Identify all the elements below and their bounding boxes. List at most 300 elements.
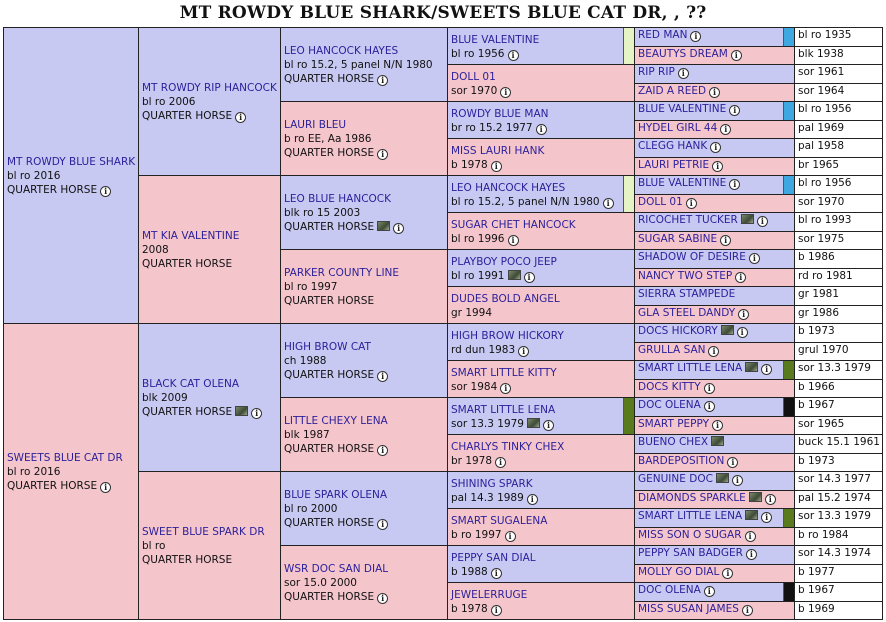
horse-cell-gen2 bbox=[138, 175, 281, 324]
horse-color-year: pal 15.2 1974 bbox=[794, 490, 883, 509]
horse-name-link[interactable]: LEO HANCOCK HAYES bbox=[451, 182, 566, 194]
horse-name-link[interactable]: NANCY TWO STEP bbox=[638, 270, 733, 282]
horse-name-link[interactable]: PEPPY SAN BADGER bbox=[638, 547, 743, 559]
horse-cell-gen3 bbox=[280, 397, 448, 472]
horse-breed-text: QUARTER HORSE bbox=[142, 110, 233, 122]
horse-color-year: b ro 1997 bbox=[451, 529, 502, 541]
horse-name-link[interactable]: SHINING SPARK bbox=[451, 478, 533, 490]
horse-breed-text: QUARTER HORSE bbox=[7, 184, 98, 196]
horse-breed bbox=[7, 479, 135, 493]
horse-breed-text: QUARTER HORSE bbox=[284, 517, 375, 529]
horse-cell-gen3 bbox=[280, 323, 448, 398]
horse-cell-gen4 bbox=[447, 138, 635, 176]
horse-cell-gen5 bbox=[634, 64, 795, 84]
horse-name-link[interactable]: BARDEPOSITION bbox=[638, 455, 725, 467]
horse-color-year: b 1978 bbox=[451, 159, 488, 171]
horse-name-link[interactable]: MOLLY GO DIAL bbox=[638, 566, 720, 578]
info-icon[interactable]: i bbox=[235, 112, 246, 123]
horse-photo-icon[interactable] bbox=[721, 325, 734, 335]
horse-name-link[interactable]: SUGAR CHET HANCOCK bbox=[451, 219, 576, 231]
horse-name-link[interactable]: RICOCHET TUCKER bbox=[638, 214, 738, 226]
horse-name-link[interactable]: WSR DOC SAN DIAL bbox=[284, 563, 389, 575]
horse-cell-gen3 bbox=[280, 101, 448, 176]
marker-bar bbox=[623, 28, 634, 64]
horse-color-year: sor 1975 bbox=[794, 231, 883, 250]
horse-name-link[interactable]: SMART PEPPY bbox=[638, 418, 710, 430]
horse-color-year: b 1969 bbox=[794, 601, 883, 620]
horse-breed bbox=[284, 368, 444, 382]
info-icon[interactable]: i bbox=[761, 364, 772, 375]
info-icon[interactable]: i bbox=[518, 346, 529, 357]
horse-details bbox=[451, 121, 631, 135]
horse-name-link[interactable]: GLA STEEL DANDY bbox=[638, 307, 736, 319]
horse-color-year: blk 1987 bbox=[284, 429, 330, 441]
info-icon[interactable]: i bbox=[746, 549, 757, 560]
horse-color-year: sor 14.3 1977 bbox=[794, 471, 883, 491]
horse-photo-icon[interactable] bbox=[527, 418, 540, 428]
horse-breed bbox=[284, 294, 444, 308]
horse-details bbox=[451, 84, 631, 98]
horse-breed-text: QUARTER HORSE bbox=[284, 295, 375, 307]
horse-details bbox=[451, 565, 631, 579]
horse-name-link[interactable]: SWEETS BLUE CAT DR bbox=[7, 452, 123, 464]
marker-bar bbox=[783, 583, 794, 601]
horse-color-year: bl ro 1935 bbox=[794, 27, 883, 47]
horse-color-year: gr 1994 bbox=[451, 307, 493, 319]
horse-color-year: b 1967 bbox=[794, 397, 883, 417]
info-icon[interactable]: i bbox=[505, 531, 516, 542]
horse-breed-text: QUARTER HORSE bbox=[284, 147, 375, 159]
info-icon[interactable]: i bbox=[704, 383, 715, 394]
horse-cell-gen5 bbox=[634, 527, 795, 546]
info-icon[interactable]: i bbox=[377, 445, 388, 456]
page-title: MT ROWDY BLUE SHARK/SWEETS BLUE CAT DR, , ?? bbox=[179, 3, 707, 23]
horse-color-year: bl ro 2016 bbox=[7, 170, 61, 182]
horse-color-year: sor 1970 bbox=[451, 85, 498, 97]
horse-name-link[interactable]: DOCS KITTY bbox=[638, 381, 701, 393]
horse-breed bbox=[7, 183, 135, 197]
info-icon[interactable]: i bbox=[710, 142, 721, 153]
horse-name-link[interactable]: JEWELERRUGE bbox=[451, 589, 528, 601]
info-icon[interactable]: i bbox=[737, 327, 748, 338]
horse-cell-gen5 bbox=[634, 120, 795, 139]
horse-name-link[interactable]: LAURI BLEU bbox=[284, 119, 347, 131]
horse-cell-gen5 bbox=[634, 83, 795, 102]
info-icon[interactable]: i bbox=[690, 31, 701, 42]
horse-color-year: bl ro 1997 bbox=[284, 281, 338, 293]
horse-name-link[interactable]: SMART LITTLE LENA bbox=[451, 404, 556, 416]
info-icon[interactable]: i bbox=[761, 512, 772, 523]
horse-photo-icon[interactable] bbox=[741, 214, 754, 224]
info-icon[interactable]: i bbox=[738, 309, 749, 320]
horse-cell-gen5 bbox=[634, 416, 795, 435]
info-icon[interactable]: i bbox=[712, 420, 723, 431]
info-icon[interactable]: i bbox=[377, 519, 388, 530]
horse-color-year: bl ro 2006 bbox=[142, 96, 196, 108]
horse-color-year: sor 13.3 1979 bbox=[794, 360, 883, 380]
info-icon[interactable]: i bbox=[729, 105, 740, 116]
marker-bar bbox=[623, 176, 634, 212]
horse-cell-gen5 bbox=[634, 379, 795, 398]
horse-cell-gen5 bbox=[634, 545, 795, 565]
horse-breed bbox=[142, 257, 277, 271]
horse-cell-gen5 bbox=[634, 46, 795, 65]
info-icon[interactable]: i bbox=[720, 235, 731, 246]
horse-name-link[interactable]: LEO BLUE HANCOCK bbox=[284, 193, 392, 205]
horse-color-year: b ro 1984 bbox=[794, 527, 883, 546]
horse-cell-gen4 bbox=[447, 582, 635, 620]
horse-cell-gen5 bbox=[634, 157, 795, 176]
info-icon[interactable]: i bbox=[720, 124, 731, 135]
horse-name-link[interactable]: SMART LITTLE LENA bbox=[638, 510, 743, 522]
horse-cell-gen4 bbox=[447, 175, 635, 213]
horse-color-year: sor 1961 bbox=[794, 64, 883, 84]
horse-color-year: sor 1965 bbox=[794, 416, 883, 435]
horse-name-link[interactable]: BEAUTYS DREAM bbox=[638, 48, 728, 60]
horse-name-link[interactable]: RIP RIP bbox=[638, 66, 675, 78]
horse-name-link[interactable]: DIAMONDS SPARKLE bbox=[638, 492, 746, 504]
info-icon[interactable]: i bbox=[732, 475, 743, 486]
horse-breed-text: QUARTER HORSE bbox=[284, 443, 375, 455]
horse-color-year: rd ro 1981 bbox=[794, 268, 883, 287]
horse-cell-gen3 bbox=[280, 545, 448, 620]
horse-details bbox=[451, 47, 631, 61]
horse-name-link[interactable]: SMART LITTLE KITTY bbox=[451, 367, 557, 379]
horse-name-link[interactable]: DOC OLENA bbox=[638, 399, 701, 411]
horse-photo-icon[interactable] bbox=[745, 510, 758, 520]
horse-color-year: pal 14.3 1989 bbox=[451, 492, 524, 504]
horse-breed-text: QUARTER HORSE bbox=[142, 554, 233, 566]
horse-color-year: gr 1981 bbox=[794, 286, 883, 306]
marker-bar bbox=[783, 28, 794, 46]
horse-name-link[interactable]: ROWDY BLUE MAN bbox=[451, 108, 549, 120]
info-icon[interactable]: i bbox=[377, 593, 388, 604]
horse-color-year: bl ro 1996 bbox=[451, 233, 505, 245]
horse-color-year: blk ro 15 2003 bbox=[284, 207, 361, 219]
info-icon[interactable]: i bbox=[745, 531, 756, 542]
horse-name-link[interactable]: RED MAN bbox=[638, 29, 688, 41]
marker-bar bbox=[623, 398, 634, 434]
horse-details bbox=[451, 232, 631, 246]
horse-name-link[interactable]: DOLL 01 bbox=[451, 71, 496, 83]
horse-details bbox=[284, 428, 444, 442]
horse-color-year: b 1966 bbox=[794, 379, 883, 398]
horse-color-year: bl ro 1956 bbox=[451, 48, 505, 60]
horse-cell-gen5 bbox=[634, 564, 795, 583]
info-icon[interactable]: i bbox=[508, 235, 519, 246]
horse-name-link[interactable]: MT KIA VALENTINE bbox=[142, 230, 240, 242]
horse-name-link[interactable]: SMART SUGALENA bbox=[451, 515, 548, 527]
horse-name-link[interactable]: DOC OLENA bbox=[638, 584, 701, 596]
horse-name-link[interactable]: MT ROWDY BLUE SHARK bbox=[7, 156, 136, 168]
horse-color-year: bl ro 2000 bbox=[284, 503, 338, 515]
horse-breed bbox=[284, 146, 444, 160]
horse-name-link[interactable]: BLUE SPARK OLENA bbox=[284, 489, 388, 501]
horse-breed bbox=[142, 553, 277, 567]
horse-name-link[interactable]: BLUE VALENTINE bbox=[638, 103, 727, 115]
horse-details bbox=[451, 269, 631, 283]
horse-details bbox=[142, 539, 277, 553]
info-icon[interactable]: i bbox=[491, 605, 502, 616]
info-icon[interactable]: i bbox=[500, 87, 511, 98]
horse-color-year: br 1965 bbox=[794, 157, 883, 176]
horse-breed bbox=[142, 109, 277, 123]
horse-cell-gen5 bbox=[634, 231, 795, 250]
horse-cell-gen4 bbox=[447, 249, 635, 287]
horse-cell-gen5 bbox=[634, 471, 795, 491]
horse-color-year: b 1986 bbox=[794, 249, 883, 269]
horse-name-link[interactable]: SUGAR SABINE bbox=[638, 233, 718, 245]
info-icon[interactable]: i bbox=[527, 494, 538, 505]
info-icon[interactable]: i bbox=[491, 568, 502, 579]
horse-details bbox=[451, 380, 631, 394]
info-icon[interactable]: i bbox=[749, 253, 760, 264]
info-icon[interactable]: i bbox=[722, 568, 733, 579]
horse-photo-icon[interactable] bbox=[716, 473, 729, 483]
info-icon[interactable]: i bbox=[393, 223, 404, 234]
horse-cell-gen5 bbox=[634, 601, 795, 620]
horse-cell-gen4 bbox=[447, 360, 635, 398]
horse-cell-gen4 bbox=[447, 397, 635, 435]
info-icon[interactable]: i bbox=[603, 198, 614, 209]
horse-cell-gen3 bbox=[280, 175, 448, 250]
info-icon[interactable]: i bbox=[742, 605, 753, 616]
horse-name-link[interactable]: MISS LAURI HANK bbox=[451, 145, 545, 157]
info-icon[interactable]: i bbox=[735, 272, 746, 283]
horse-cell-gen4 bbox=[447, 434, 635, 472]
marker-bar bbox=[783, 509, 794, 527]
horse-details bbox=[284, 132, 444, 146]
info-icon[interactable]: i bbox=[377, 149, 388, 160]
horse-cell-gen4 bbox=[447, 27, 635, 65]
horse-breed bbox=[284, 516, 444, 530]
horse-details bbox=[451, 602, 631, 616]
horse-name-link[interactable]: MT ROWDY RIP HANCOCK bbox=[142, 82, 277, 94]
horse-color-year: sor 1984 bbox=[451, 381, 498, 393]
horse-details bbox=[451, 306, 631, 320]
horse-name-link[interactable]: SHADOW OF DESIRE bbox=[638, 251, 746, 263]
info-icon[interactable]: i bbox=[543, 420, 554, 431]
horse-name-link[interactable]: CLEGG HANK bbox=[638, 140, 708, 152]
horse-cell-gen2 bbox=[138, 471, 281, 620]
horse-details bbox=[284, 354, 444, 368]
horse-name-link[interactable]: CHARLYS TINKY CHEX bbox=[451, 441, 565, 453]
horse-color-year: blk 1938 bbox=[794, 46, 883, 65]
info-icon[interactable]: i bbox=[500, 383, 511, 394]
horse-name-link[interactable]: LEO HANCOCK HAYES bbox=[284, 45, 399, 57]
horse-photo-icon[interactable] bbox=[711, 436, 724, 446]
info-icon[interactable]: i bbox=[708, 346, 719, 357]
horse-photo-icon[interactable] bbox=[235, 406, 248, 416]
horse-color-year: b 1967 bbox=[794, 582, 883, 602]
horse-cell-gen5 bbox=[634, 194, 795, 213]
horse-cell-gen5 bbox=[634, 249, 795, 269]
horse-color-year: bl ro 1956 bbox=[794, 175, 883, 195]
horse-breed-text: QUARTER HORSE bbox=[284, 221, 375, 233]
horse-details bbox=[451, 158, 631, 172]
horse-name-link[interactable]: HIGH BROW HICKORY bbox=[451, 330, 564, 342]
horse-name-link[interactable]: PARKER COUNTY LINE bbox=[284, 267, 400, 279]
info-icon[interactable]: i bbox=[100, 482, 111, 493]
horse-details bbox=[451, 528, 631, 542]
info-icon[interactable]: i bbox=[377, 371, 388, 382]
horse-breed bbox=[284, 220, 444, 234]
horse-name-link[interactable]: PEPPY SAN DIAL bbox=[451, 552, 536, 564]
info-icon[interactable]: i bbox=[712, 161, 723, 172]
horse-details bbox=[284, 576, 444, 590]
horse-cell-gen5 bbox=[634, 508, 795, 528]
horse-photo-icon[interactable] bbox=[508, 270, 521, 280]
marker-bar bbox=[783, 102, 794, 120]
horse-details bbox=[451, 195, 631, 209]
info-icon[interactable]: i bbox=[508, 50, 519, 61]
horse-cell-gen5 bbox=[634, 582, 795, 602]
horse-name-link[interactable]: GRULLA SAN bbox=[638, 344, 706, 356]
info-icon[interactable]: i bbox=[377, 75, 388, 86]
horse-cell-gen2 bbox=[138, 323, 281, 472]
horse-color-year: b 1988 bbox=[451, 566, 488, 578]
horse-name-link[interactable]: MISS SON O SUGAR bbox=[638, 529, 742, 541]
horse-name-link[interactable]: HYDEL GIRL 44 bbox=[638, 122, 718, 134]
horse-color-year: sor 1970 bbox=[794, 194, 883, 213]
horse-details bbox=[451, 491, 631, 505]
marker-bar bbox=[783, 398, 794, 416]
horse-color-year: bl ro 15.2, 5 panel N/N 1980 bbox=[284, 59, 433, 71]
horse-breed bbox=[284, 72, 444, 86]
horse-breed bbox=[284, 442, 444, 456]
horse-color-year: grul 1970 bbox=[794, 342, 883, 361]
horse-cell-gen5 bbox=[634, 286, 795, 306]
horse-details bbox=[284, 280, 444, 294]
info-icon[interactable]: i bbox=[100, 186, 111, 197]
horse-details bbox=[142, 95, 277, 109]
horse-cell-gen4 bbox=[447, 101, 635, 139]
horse-name-link[interactable]: GENUINE DOC bbox=[638, 473, 713, 485]
horse-name-link[interactable]: LAURI PETRIE bbox=[638, 159, 710, 171]
horse-color-year: rd dun 1983 bbox=[451, 344, 516, 356]
horse-name-link[interactable]: SMART LITTLE LENA bbox=[638, 362, 743, 374]
horse-breed-text: QUARTER HORSE bbox=[142, 258, 233, 270]
info-icon[interactable]: i bbox=[731, 50, 742, 61]
info-icon[interactable]: i bbox=[678, 68, 689, 79]
info-icon[interactable]: i bbox=[536, 124, 547, 135]
horse-cell-gen5 bbox=[634, 212, 795, 232]
horse-details bbox=[142, 391, 277, 405]
info-icon[interactable]: i bbox=[495, 457, 506, 468]
horse-color-year: sor 1964 bbox=[794, 83, 883, 102]
horse-color-year: bl ro bbox=[142, 540, 166, 552]
horse-name-link[interactable]: BLUE VALENTINE bbox=[638, 177, 727, 189]
horse-cell-gen2 bbox=[138, 27, 281, 176]
horse-breed-text: QUARTER HORSE bbox=[284, 591, 375, 603]
horse-cell-gen5 bbox=[634, 268, 795, 287]
info-icon[interactable]: i bbox=[704, 586, 715, 597]
horse-photo-icon[interactable] bbox=[745, 362, 758, 372]
horse-color-year: b 1973 bbox=[794, 453, 883, 472]
info-icon[interactable]: i bbox=[704, 401, 715, 412]
horse-cell-gen3 bbox=[280, 27, 448, 102]
horse-photo-icon[interactable] bbox=[377, 221, 390, 231]
horse-name-link[interactable]: DOLL 01 bbox=[638, 196, 683, 208]
horse-cell-gen4 bbox=[447, 545, 635, 583]
horse-color-year: sor 14.3 1974 bbox=[794, 545, 883, 565]
horse-details bbox=[7, 169, 135, 183]
horse-name-link[interactable]: SWEET BLUE SPARK DR bbox=[142, 526, 265, 538]
horse-name-link[interactable]: MISS SUSAN JAMES bbox=[638, 603, 739, 615]
horse-color-year: sor 13.3 1979 bbox=[794, 508, 883, 528]
info-icon[interactable]: i bbox=[757, 216, 768, 227]
horse-cell-gen4 bbox=[447, 508, 635, 546]
horse-cell-gen1 bbox=[3, 27, 139, 324]
horse-name-link[interactable]: BUENO CHEX bbox=[638, 436, 709, 448]
horse-color-year: pal 1969 bbox=[794, 120, 883, 139]
horse-color-year: ch 1988 bbox=[284, 355, 327, 367]
marker-bar bbox=[783, 361, 794, 379]
horse-cell-gen5 bbox=[634, 323, 795, 343]
info-icon[interactable]: i bbox=[251, 408, 262, 419]
horse-color-year: bl ro 2016 bbox=[7, 466, 61, 478]
horse-name-link[interactable]: LITTLE CHEXY LENA bbox=[284, 415, 388, 427]
horse-details bbox=[142, 243, 277, 257]
horse-photo-icon[interactable] bbox=[749, 492, 762, 502]
horse-color-year: b 1973 bbox=[794, 323, 883, 343]
horse-name-link[interactable]: BLUE VALENTINE bbox=[451, 34, 540, 46]
horse-color-year: sor 13.3 1979 bbox=[451, 418, 524, 430]
horse-details bbox=[7, 465, 135, 479]
horse-details bbox=[284, 58, 444, 72]
horse-name-link[interactable]: PLAYBOY POCO JEEP bbox=[451, 256, 557, 268]
horse-cell-gen5 bbox=[634, 342, 795, 361]
horse-details bbox=[451, 454, 631, 468]
info-icon[interactable]: i bbox=[765, 494, 776, 505]
horse-name-link[interactable]: HIGH BROW CAT bbox=[284, 341, 371, 353]
horse-color-year: blk 2009 bbox=[142, 392, 188, 404]
info-icon[interactable]: i bbox=[491, 161, 502, 172]
horse-name-link[interactable]: DOCS HICKORY bbox=[638, 325, 718, 337]
horse-color-year: bl ro 1993 bbox=[794, 212, 883, 232]
info-icon[interactable]: i bbox=[686, 198, 697, 209]
horse-name-link[interactable]: ZAID A REED bbox=[638, 85, 707, 97]
horse-cell-gen4 bbox=[447, 286, 635, 324]
info-icon[interactable]: i bbox=[524, 272, 535, 283]
horse-cell-gen5 bbox=[634, 360, 795, 380]
info-icon[interactable]: i bbox=[709, 87, 720, 98]
horse-color-year: br ro 15.2 1977 bbox=[451, 122, 533, 134]
horse-color-year: bl ro 1991 bbox=[451, 270, 505, 282]
horse-breed-text: QUARTER HORSE bbox=[284, 73, 375, 85]
horse-cell-gen5 bbox=[634, 305, 795, 324]
horse-color-year: bl ro 15.2, 5 panel N/N 1980 bbox=[451, 196, 600, 208]
horse-name-link[interactable]: DUDES BOLD ANGEL bbox=[451, 293, 560, 305]
horse-color-year: pal 1958 bbox=[794, 138, 883, 158]
horse-name-link[interactable]: SIERRA STAMPEDE bbox=[638, 288, 736, 300]
horse-cell-gen1 bbox=[3, 323, 139, 620]
info-icon[interactable]: i bbox=[729, 179, 740, 190]
horse-cell-gen4 bbox=[447, 64, 635, 102]
horse-breed bbox=[284, 590, 444, 604]
horse-color-year: b 1977 bbox=[794, 564, 883, 583]
horse-color-year: 2008 bbox=[142, 244, 169, 256]
horse-breed-text: QUARTER HORSE bbox=[7, 480, 98, 492]
horse-cell-gen5 bbox=[634, 397, 795, 417]
horse-color-year: b ro EE, Aa 1986 bbox=[284, 133, 372, 145]
horse-cell-gen5 bbox=[634, 175, 795, 195]
horse-cell-gen5 bbox=[634, 434, 795, 454]
horse-name-link[interactable]: BLACK CAT OLENA bbox=[142, 378, 240, 390]
info-icon[interactable]: i bbox=[727, 457, 738, 468]
horse-color-year: sor 15.0 2000 bbox=[284, 577, 357, 589]
horse-color-year: gr 1986 bbox=[794, 305, 883, 324]
